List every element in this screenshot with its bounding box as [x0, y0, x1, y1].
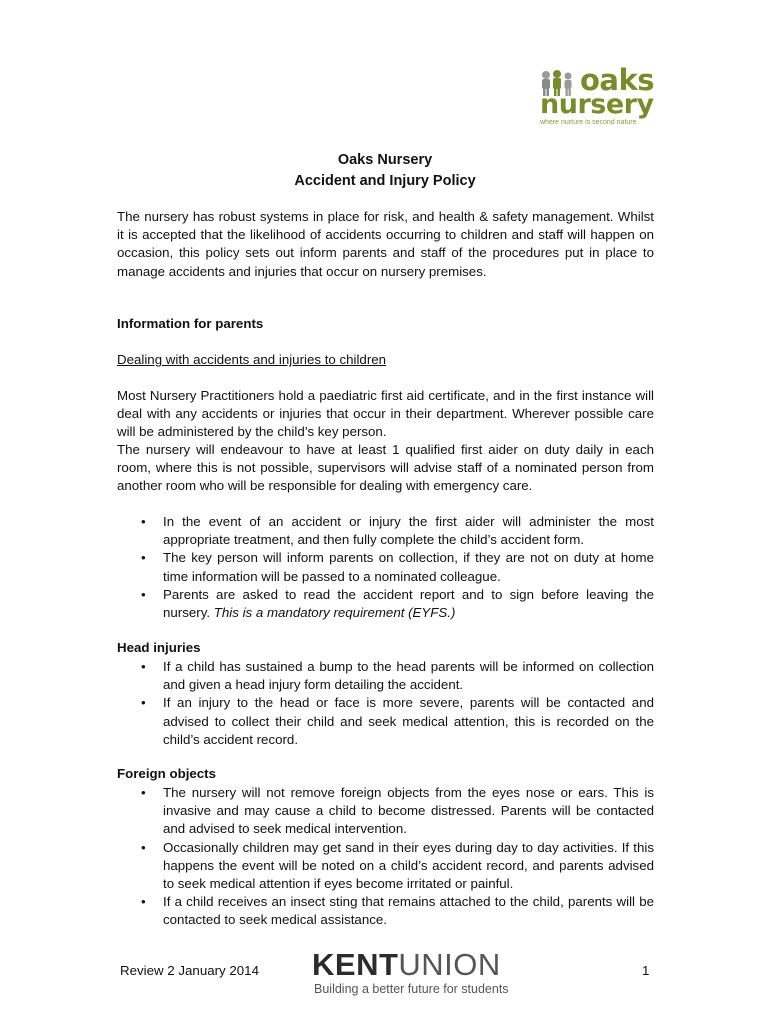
- document-title: Oaks Nursery: [337, 152, 433, 168]
- list-item: [117, 586, 654, 622]
- list-item-text: If a child receives an insect sting that remains attached to the child, parents will be contacted to seek medical assistance.: [163, 894, 654, 928]
- bullet-icon: •: [141, 695, 146, 711]
- list-item-text: If an injury to the head or face is more severe, parents will be contacted and advised to collect their child and seek medical attention, this is recorded on the child’s accident record.: [163, 695, 654, 747]
- oaks-nursery-logo: [536, 63, 666, 128]
- list-item-text: In the event of an accident or injury the first aider will administer the most appropriate treatment, and then fully complete the child’s accident form.: [163, 514, 654, 548]
- brand-kent: KENT: [312, 947, 399, 982]
- kent-union-slogan: Building a better future for students: [314, 982, 509, 996]
- list-item: [117, 513, 654, 549]
- foreign-objects-bullet-list: [117, 784, 654, 930]
- page-number: 1: [642, 963, 650, 978]
- list-item: [117, 893, 654, 929]
- bullet-icon: •: [141, 659, 146, 674]
- heading-foreign-objects: Foreign objects: [117, 766, 216, 781]
- list-item: [117, 658, 654, 694]
- head-injuries-bullet-list: [117, 658, 654, 749]
- list-item-text: The nursery will not remove foreign objects from the eyes nose or ears. This is invasive and may cause a child to become distressed. Parents will be contacted and advised to seek medical intervention.: [163, 785, 654, 837]
- heading-head-injuries: Head injuries: [117, 640, 201, 655]
- logo-word-oaks: oaks: [580, 63, 655, 97]
- intro-paragraph: The nursery has robust systems in place for risk, and health & safety management. Whilst it is accepted that the likelihood of accidents occurring to children and staff will happen on occasion, this policy sets out inform parents and staff of the procedures put in place to manage accidents and injuries that occur on nursery premises.: [117, 209, 654, 279]
- document-subtitle: Accident and Injury Policy: [294, 173, 476, 189]
- list-item-text: The key person will inform parents on collection, if they are not on duty at home time information will be passed to a nominated colleague.: [163, 550, 654, 584]
- brand-union: UNION: [398, 947, 501, 982]
- bullet-icon: •: [141, 550, 146, 566]
- list-item-text: If a child has sustained a bump to the head parents will be informed on collection and given a head injury form detailing the accident.: [163, 659, 654, 693]
- footer-review-date: Review 2 January 2014: [120, 963, 259, 978]
- logo-word-nursery: nursery: [540, 89, 654, 120]
- heading-information-for-parents: Information for parents: [117, 316, 264, 331]
- list-item: [117, 839, 654, 894]
- bullet-icon: •: [141, 894, 146, 910]
- bullet-icon: •: [141, 839, 146, 855]
- list-item: [117, 694, 654, 749]
- first-aider-on-duty-paragraph: The nursery will endeavour to have at least 1 qualified first aider on duty daily in each room, where this is not possible, supervisors will advise staff of a nominated person from another room who will be responsible for dealing with emergency care.: [117, 442, 654, 494]
- bullet-icon: •: [141, 785, 146, 800]
- list-item: [117, 784, 654, 839]
- parents-bullet-list: [117, 513, 654, 622]
- list-item-text: Occasionally children may get sand in their eyes during day to day activities. If this happens the event will be noted on a child’s accident record, and parents advised to seek medical attention if eyes become irritated or painful.: [163, 839, 654, 892]
- bullet-icon: •: [141, 514, 146, 529]
- kent-union-wordmark: [312, 947, 501, 983]
- kent-union-logo: [312, 947, 542, 999]
- list-item-text: Parents are asked to read the accident report and to sign before leaving the nursery.: [163, 586, 654, 621]
- list-item: [117, 549, 654, 585]
- first-aid-paragraph: Most Nursery Practitioners hold a paediatric first aid certificate, and in the first instance will deal with any accidents or injuries that occur in their department. Wherever possible care will be administered by the child’s key person.: [117, 388, 654, 440]
- mandatory-requirement-note: This is a mandatory requirement (EYFS.): [213, 605, 456, 621]
- subheading-dealing-with-accidents: Dealing with accidents and injuries to children: [117, 352, 387, 367]
- bullet-icon: •: [141, 586, 146, 602]
- logo-tagline: where nurture is second nature: [540, 119, 637, 126]
